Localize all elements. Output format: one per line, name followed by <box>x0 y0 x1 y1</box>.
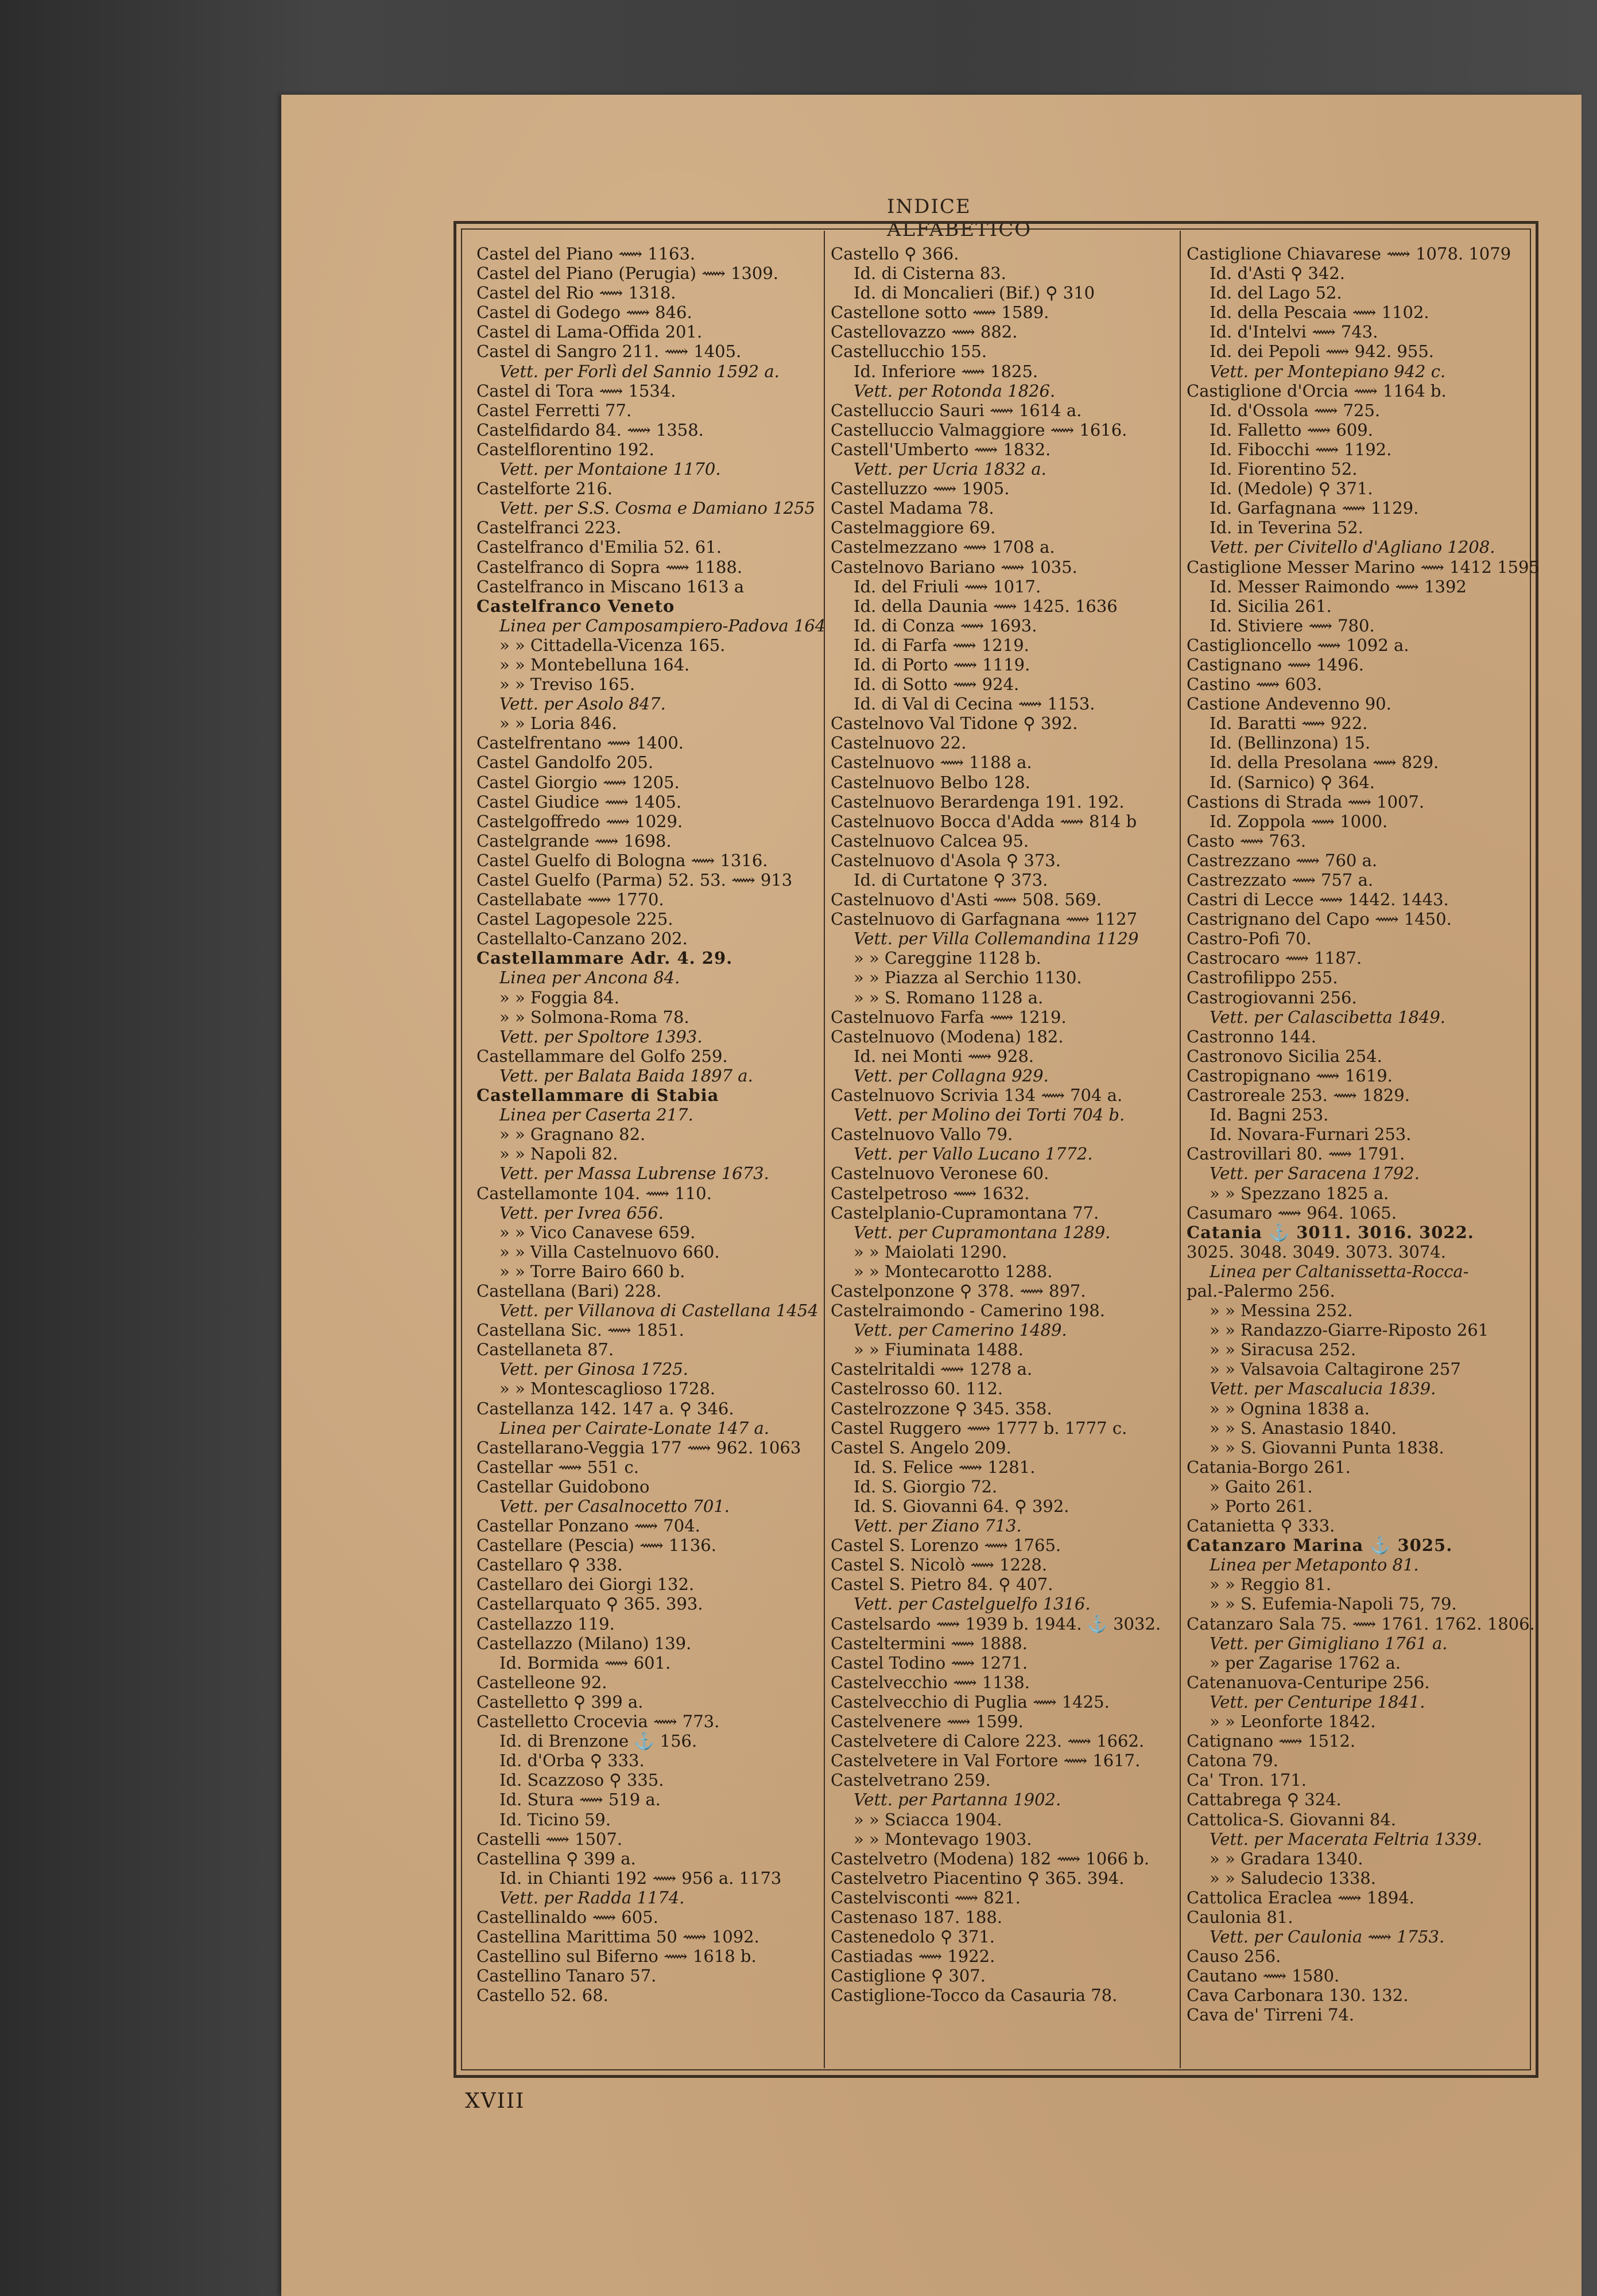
index-entry: Castel Todino ⟿ 1271. <box>831 1653 1028 1673</box>
index-entry: Id. Fiorentino 52. <box>1210 459 1358 479</box>
index-entry: Castello ⚲ 366. <box>831 244 959 263</box>
index-entry: Castenaso 187. 188. <box>831 1907 1003 1927</box>
index-entry: Id. di Farfa ⟿ 1219. <box>854 635 1029 655</box>
index-entry: Id. Inferiore ⟿ 1825. <box>854 361 1038 381</box>
index-entry: Cava de' Tirreni 74. <box>1187 2005 1355 2025</box>
index-entry: Castellarano-Veggia 177 ⟿ 962. 1063 <box>476 1437 801 1457</box>
index-entry: » » Villa Castelnuovo 660. <box>499 1242 720 1262</box>
index-entry: Castrofilippo 255. <box>1187 968 1338 988</box>
index-entry: Castellar ⟿ 551 c. <box>476 1457 639 1477</box>
index-entry: Id. di Porto ⟿ 1119. <box>854 654 1030 674</box>
index-entry: Castelvecchio di Puglia ⟿ 1425. <box>831 1692 1110 1712</box>
index-entry: Castellar Ponzano ⟿ 704. <box>476 1516 700 1536</box>
index-entry: Castelnuovo Berardenga 191. 192. <box>831 792 1125 812</box>
index-entry: Id. (Sarnico) ⚲ 364. <box>1210 772 1375 792</box>
index-entry: Castellaneta 87. <box>476 1340 614 1360</box>
index-entry: Castellarquato ⚲ 365. 393. <box>476 1594 703 1614</box>
index-entry: Id. d'Asti ⚲ 342. <box>1210 263 1345 284</box>
index-entry: Castronovo Sicilia 254. <box>1187 1046 1382 1066</box>
index-entry: » » S. Eufemia-Napoli 75, 79. <box>1210 1594 1457 1614</box>
index-entry: Castelnuovo Bocca d'Adda ⟿ 814 b <box>831 811 1137 831</box>
index-entry: Vett. per Casalnocetto 701. <box>499 1496 730 1516</box>
index-entry: Castellovazzo ⟿ 882. <box>831 322 1018 342</box>
index-entry: Castelponzone ⚲ 378. ⟿ 897. <box>831 1281 1086 1301</box>
index-entry: Id. Novara-Furnari 253. <box>1210 1124 1412 1145</box>
index-entry: Vett. per Saracena 1792. <box>1210 1163 1420 1184</box>
index-entry: Castiglione ⚲ 307. <box>831 1966 986 1986</box>
index-entry: Castrocaro ⟿ 1187. <box>1187 948 1362 968</box>
index-entry: Castellucchio 155. <box>831 342 987 362</box>
index-entry: Vett. per Balata Baida 1897 a. <box>499 1065 753 1085</box>
index-entry: Castrezzano ⟿ 760 a. <box>1187 850 1378 870</box>
index-entry: Castelgrande ⟿ 1698. <box>476 831 672 851</box>
index-entry: Vett. per Centuripe 1841. <box>1210 1692 1425 1712</box>
index-entry: Castenedolo ⚲ 371. <box>831 1927 995 1947</box>
index-entry: Castel di Sangro 211. ⟿ 1405. <box>476 342 742 362</box>
index-entry: Id. Falletto ⟿ 609. <box>1210 420 1373 440</box>
index-entry: Castellammare di Stabia <box>476 1085 719 1106</box>
index-entry: Vett. per S.S. Cosma e Damiano 1255 <box>499 498 815 518</box>
index-entry: Id. (Medole) ⚲ 371. <box>1210 479 1373 499</box>
index-entry: » » S. Romano 1128 a. <box>854 987 1044 1007</box>
index-entry: Castel di Lama-Offida 201. <box>476 322 703 342</box>
index-entry: Catania ⚓ 3011. 3016. 3022. <box>1187 1222 1474 1242</box>
index-entry: Castello 52. 68. <box>476 1985 608 2006</box>
index-entry: » » Montebelluna 164. <box>499 654 690 674</box>
index-entry: Castellalto-Canzano 202. <box>476 929 688 949</box>
index-entry: Vett. per Ginosa 1725. <box>499 1359 688 1379</box>
index-entry: Id. dei Pepoli ⟿ 942. 955. <box>1210 342 1434 362</box>
index-entry: Castelforte 216. <box>476 479 613 499</box>
index-entry: Castelplanio-Cupramontana 77. <box>831 1203 1099 1223</box>
index-entry: Castelvetrano 259. <box>831 1770 991 1790</box>
index-column-1 <box>476 244 826 2006</box>
index-entry: Id. nei Monti ⟿ 928. <box>854 1046 1034 1066</box>
index-entry: Castelleone 92. <box>476 1672 607 1692</box>
index-entry: Id. S. Giorgio 72. <box>854 1476 998 1496</box>
index-entry: » » Piazza al Serchio 1130. <box>854 968 1082 988</box>
index-entry: » » Maiolati 1290. <box>854 1242 1007 1262</box>
index-entry: Castropignano ⟿ 1619. <box>1187 1065 1393 1085</box>
index-entry: Id. della Daunia ⟿ 1425. 1636 <box>854 596 1118 616</box>
index-entry: Linea per Cairate-Lonate 147 a. <box>499 1418 770 1438</box>
index-entry: Castelvetro (Modena) 182 ⟿ 1066 b. <box>831 1848 1150 1868</box>
index-entry: Cattolica Eraclea ⟿ 1894. <box>1187 1887 1414 1907</box>
index-entry: Castellone sotto ⟿ 1589. <box>831 302 1049 323</box>
index-entry: Castelluzzo ⟿ 1905. <box>831 479 1010 499</box>
index-entry: Vett. per Calascibetta 1849. <box>1210 1007 1445 1027</box>
index-entry: Castelletto ⚲ 399 a. <box>476 1692 644 1712</box>
index-entry: Castions di Strada ⟿ 1007. <box>1187 792 1425 812</box>
index-entry: Castelgoffredo ⟿ 1029. <box>476 811 683 831</box>
index-entry: Cava Carbonara 130. 132. <box>1187 1985 1409 2006</box>
index-entry: Vett. per Ucria 1832 a. <box>854 459 1046 479</box>
index-entry: Id. Bagni 253. <box>1210 1105 1329 1125</box>
index-entry: Id. d'Intelvi ⟿ 743. <box>1210 322 1378 342</box>
index-entry: Linea per Camposampiero-Padova 164 <box>499 615 826 635</box>
index-entry: Castellanza 142. 147 a. ⚲ 346. <box>476 1398 734 1418</box>
index-entry: Linea per Metaponto 81. <box>1210 1555 1419 1575</box>
index-entry: Castione Andevenno 90. <box>1187 694 1391 714</box>
index-entry: Castel Guelfo (Parma) 52. 53. ⟿ 913 <box>476 870 793 890</box>
index-entry: Castellabate ⟿ 1770. <box>476 890 664 910</box>
index-entry: » » Foggia 84. <box>499 987 619 1007</box>
index-entry: Castelritaldi ⟿ 1278 a. <box>831 1359 1033 1379</box>
index-entry: Castelnuovo Calcea 95. <box>831 831 1029 851</box>
index-entry: Castelnuovo (Modena) 182. <box>831 1026 1064 1046</box>
index-entry: Castelfrentano ⟿ 1400. <box>476 733 684 753</box>
index-entry: » per Zagarise 1762 a. <box>1210 1653 1401 1673</box>
index-entry: Id. del Friuli ⟿ 1017. <box>854 576 1041 596</box>
index-entry: Vett. per Gimigliano 1761 a. <box>1210 1633 1448 1653</box>
index-entry: » » Siracusa 252. <box>1210 1340 1356 1360</box>
index-entry: Castellino Tanaro 57. <box>476 1966 657 1986</box>
index-entry: Castel di Godego ⟿ 846. <box>476 302 692 323</box>
index-entry: Castelnuovo 22. <box>831 733 967 753</box>
index-entry: Id. di Sotto ⟿ 924. <box>854 674 1020 695</box>
index-entry: » Porto 261. <box>1210 1496 1313 1516</box>
index-entry: Id. Garfagnana ⟿ 1129. <box>1210 498 1419 518</box>
index-entry: Id. Sicilia 261. <box>1210 596 1332 616</box>
index-entry: Cattabrega ⚲ 324. <box>1187 1790 1342 1810</box>
index-entry: Castelpetroso ⟿ 1632. <box>831 1183 1030 1203</box>
index-entry: » » Spezzano 1825 a. <box>1210 1183 1389 1203</box>
index-column-3 <box>1187 244 1540 2025</box>
index-entry: Castelnuovo Veronese 60. <box>831 1163 1049 1184</box>
index-entry: Id. Scazzoso ⚲ 335. <box>499 1770 664 1790</box>
index-entry: Cautano ⟿ 1580. <box>1187 1966 1340 1986</box>
index-entry: Vett. per Molino dei Torti 704 b. <box>854 1105 1125 1125</box>
index-entry: Vett. per Cupramontana 1289. <box>854 1222 1111 1242</box>
index-entry: Vett. per Vallo Lucano 1772. <box>854 1144 1093 1164</box>
index-entry: » » S. Anastasio 1840. <box>1210 1418 1397 1438</box>
index-entry: Id. Zoppola ⟿ 1000. <box>1210 811 1388 831</box>
index-entry: Castelnuovo Vallo 79. <box>831 1124 1013 1145</box>
index-entry: Causo 256. <box>1187 1946 1281 1967</box>
index-entry: Id. della Pescaia ⟿ 1102. <box>1210 302 1429 323</box>
index-entry: Castronno 144. <box>1187 1026 1316 1046</box>
index-entry: Castellina ⚲ 399 a. <box>476 1848 636 1868</box>
index-entry: » » Solmona-Roma 78. <box>499 1007 689 1027</box>
index-entry: Castelmaggiore 69. <box>831 518 996 538</box>
index-entry: Castel del Piano ⟿ 1163. <box>476 244 696 263</box>
index-entry: Vett. per Villa Collemandina 1129 <box>854 929 1139 949</box>
index-entry: Castel Gandolfo 205. <box>476 753 654 773</box>
index-entry: Catanzaro Sala 75. ⟿ 1761. 1762. 1806. <box>1187 1614 1535 1634</box>
index-entry: Id. di Curtatone ⚲ 373. <box>854 870 1048 890</box>
index-entry: Castel Giorgio ⟿ 1205. <box>476 772 680 792</box>
index-entry: Id. Ticino 59. <box>499 1809 611 1829</box>
index-entry: Castel S. Nicolò ⟿ 1228. <box>831 1555 1048 1575</box>
index-entry: » » Careggine 1128 b. <box>854 948 1041 968</box>
index-entry: Linea per Caserta 217. <box>499 1105 693 1125</box>
index-entry: » » Napoli 82. <box>499 1144 618 1164</box>
index-entry: Casteltermini ⟿ 1888. <box>831 1633 1028 1653</box>
index-entry: Vett. per Massa Lubrense 1673. <box>499 1163 769 1184</box>
index-entry: Id. Baratti ⟿ 922. <box>1210 713 1368 734</box>
index-entry: Castelnuovo ⟿ 1188 a. <box>831 753 1032 773</box>
index-entry: Id. Bormida ⟿ 601. <box>499 1653 671 1673</box>
index-entry: » » Treviso 165. <box>499 674 635 695</box>
index-entry: Castel Madama 78. <box>831 498 994 518</box>
index-entry: » » Saludecio 1338. <box>1210 1868 1376 1888</box>
index-entry: Castelnuovo d'Asti ⟿ 508. 569. <box>831 890 1102 910</box>
index-entry: Castelvetere in Val Fortore ⟿ 1617. <box>831 1751 1141 1771</box>
index-entry: Castiglione Chiavarese ⟿ 1078. 1079 <box>1187 244 1511 263</box>
index-entry: Castellamonte 104. ⟿ 110. <box>476 1183 712 1203</box>
index-entry: Vett. per Ivrea 656. <box>499 1203 664 1223</box>
index-entry: » » Gragnano 82. <box>499 1124 646 1145</box>
index-entry: Vett. per Montaione 1170. <box>499 459 721 479</box>
index-entry: Id. d'Orba ⚲ 333. <box>499 1751 645 1771</box>
index-entry: Vett. per Collagna 929. <box>854 1065 1049 1085</box>
index-entry: Id. di Brenzone ⚓ 156. <box>499 1731 697 1751</box>
index-entry: 3025. 3048. 3049. 3073. 3074. <box>1187 1242 1446 1262</box>
index-entry: Castel Ruggero ⟿ 1777 b. 1777 c. <box>831 1418 1127 1438</box>
index-entry: » » Reggio 81. <box>1210 1574 1332 1595</box>
index-entry: Catignano ⟿ 1512. <box>1187 1731 1356 1751</box>
index-entry: Castelmezzano ⟿ 1708 a. <box>831 537 1055 557</box>
index-entry: Id. in Chianti 192 ⟿ 956 a. 1173 <box>499 1868 782 1888</box>
index-entry: Castellammare del Golfo 259. <box>476 1046 728 1066</box>
index-entry: » » Montecarotto 1288. <box>854 1261 1053 1281</box>
index-entry: Castellammare Adr. 4. 29. <box>476 948 733 968</box>
index-entry: Vett. per Camerino 1489. <box>854 1320 1067 1340</box>
index-entry: Id. S. Giovanni 64. ⚲ 392. <box>854 1496 1069 1516</box>
index-entry: Linea per Caltanissetta-Rocca- <box>1210 1261 1469 1281</box>
index-entry: Castri di Lecce ⟿ 1442. 1443. <box>1187 890 1449 910</box>
index-entry: Castrezzato ⟿ 757 a. <box>1187 870 1374 890</box>
index-entry: Castel del Piano (Perugia) ⟿ 1309. <box>476 263 779 284</box>
index-entry: Vett. per Macerata Feltria 1339. <box>1210 1829 1482 1849</box>
index-entry: Catania-Borgo 261. <box>1187 1457 1351 1477</box>
index-entry: Castelnovo Bariano ⟿ 1035. <box>831 557 1077 577</box>
index-entry: Castelraimondo - Camerino 198. <box>831 1301 1105 1321</box>
index-entry: Castelvetere di Calore 223. ⟿ 1662. <box>831 1731 1145 1751</box>
index-entry: Castelnuovo di Garfagnana ⟿ 1127 <box>831 909 1138 929</box>
index-entry: » » Gradara 1340. <box>1210 1848 1363 1868</box>
index-entry: Castino ⟿ 603. <box>1187 674 1323 695</box>
index-entry: Id. d'Ossola ⟿ 725. <box>1210 400 1381 420</box>
index-entry: Castel S. Lorenzo ⟿ 1765. <box>831 1535 1061 1556</box>
index-entry: Vett. per Rotonda 1826. <box>854 381 1056 401</box>
index-entry: Castellaro ⚲ 338. <box>476 1555 623 1575</box>
index-entry: Vett. per Montepiano 942 c. <box>1210 361 1446 381</box>
index-entry: Castellina Marittima 50 ⟿ 1092. <box>476 1927 759 1947</box>
index-entry: » » Fiuminata 1488. <box>854 1340 1024 1360</box>
index-entry: Vett. per Spoltore 1393. <box>499 1026 703 1046</box>
index-entry: Castrignano del Capo ⟿ 1450. <box>1187 909 1452 929</box>
index-entry: Vett. per Ziano 713. <box>854 1516 1022 1536</box>
index-entry: Vett. per Asolo 847. <box>499 694 666 714</box>
index-entry: Catona 79. <box>1187 1751 1278 1771</box>
index-entry: Castelflorentino 192. <box>476 439 654 459</box>
index-entry: » » Torre Bairo 660 b. <box>499 1261 685 1281</box>
index-entry: Vett. per Villanova di Castellana 1454 <box>499 1301 819 1321</box>
index-entry: Castellinaldo ⟿ 605. <box>476 1907 658 1927</box>
index-entry: Castelluccio Sauri ⟿ 1614 a. <box>831 400 1082 420</box>
index-column-2 <box>831 244 1181 2005</box>
index-entry: Castellazzo 119. <box>476 1614 615 1634</box>
index-entry: Castelletto Crocevia ⟿ 773. <box>476 1712 720 1732</box>
index-entry: Castellaro dei Giorgi 132. <box>476 1574 695 1595</box>
index-entry: Casto ⟿ 763. <box>1187 831 1307 851</box>
running-head: INDICE ALFABETICO <box>887 195 1032 241</box>
index-entry: Vett. per Civitello d'Agliano 1208. <box>1210 537 1495 557</box>
index-entry: pal.-Palermo 256. <box>1187 1281 1335 1301</box>
index-entry: Castel di Tora ⟿ 1534. <box>476 381 676 401</box>
index-entry: » » Montescaglioso 1728. <box>499 1379 716 1399</box>
index-entry: Vett. per Castelguelfo 1316. <box>854 1594 1091 1614</box>
index-entry: Castellana (Bari) 228. <box>476 1281 662 1301</box>
index-entry: Id. di Conza ⟿ 1693. <box>854 615 1037 635</box>
index-entry: Id. Stura ⟿ 519 a. <box>499 1790 661 1810</box>
index-entry: » » Cittadella-Vicenza 165. <box>499 635 726 655</box>
index-entry: Castellazzo (Milano) 139. <box>476 1633 692 1653</box>
index-entry: Castelfranco di Sopra ⟿ 1188. <box>476 557 743 577</box>
index-entry: » » Randazzo-Giarre-Riposto 261 <box>1210 1320 1489 1340</box>
index-entry: Castelrozzone ⚲ 345. 358. <box>831 1398 1052 1418</box>
index-entry: Catanzaro Marina ⚓ 3025. <box>1187 1535 1453 1556</box>
index-entry: Castelvenere ⟿ 1599. <box>831 1712 1024 1732</box>
index-entry: » » Montevago 1903. <box>854 1829 1032 1849</box>
index-entry: » » S. Giovanni Punta 1838. <box>1210 1437 1444 1457</box>
index-entry: Castelnovo Val Tidone ⚲ 392. <box>831 713 1078 734</box>
index-entry: Catenanuova-Centuripe 256. <box>1187 1672 1430 1692</box>
index-entry: Castellare (Pescia) ⟿ 1136. <box>476 1535 716 1556</box>
index-entry: Castrogiovanni 256. <box>1187 987 1357 1007</box>
index-entry: Castel Ferretti 77. <box>476 400 632 420</box>
index-entry: Casumaro ⟿ 964. 1065. <box>1187 1203 1397 1223</box>
index-entry: Ca' Tron. 171. <box>1187 1770 1307 1790</box>
index-entry: Castelnuovo d'Asola ⚲ 373. <box>831 850 1061 870</box>
index-entry: Vett. per Partanna 1902. <box>854 1790 1061 1810</box>
index-entry: Castel del Rio ⟿ 1318. <box>476 283 676 303</box>
index-entry: Castelluccio Valmaggiore ⟿ 1616. <box>831 420 1127 440</box>
index-entry: » » Messina 252. <box>1210 1301 1353 1321</box>
index-entry: » » Loria 846. <box>499 713 617 734</box>
index-entry: » » Sciacca 1904. <box>854 1809 1002 1829</box>
index-entry: Castrovillari 80. ⟿ 1791. <box>1187 1144 1405 1164</box>
index-entry: Linea per Ancona 84. <box>499 968 680 988</box>
index-entry: Id. in Teverina 52. <box>1210 518 1363 538</box>
index-entry: Vett. per Radda 1174. <box>499 1887 685 1907</box>
index-entry: Castignano ⟿ 1496. <box>1187 654 1364 674</box>
index-entry: Vett. per Forlì del Sannio 1592 a. <box>499 361 780 381</box>
index-entry: Id. Messer Raimondo ⟿ 1392 <box>1210 576 1467 596</box>
index-entry: Id. del Lago 52. <box>1210 283 1342 303</box>
index-entry: » » Ognina 1838 a. <box>1210 1398 1370 1418</box>
index-entry: Castiadas ⟿ 1922. <box>831 1946 995 1967</box>
index-entry: Castelnuovo Scrivia 134 ⟿ 704 a. <box>831 1085 1123 1106</box>
index-entry: Castel Giudice ⟿ 1405. <box>476 792 682 812</box>
index-entry: Castelli ⟿ 1507. <box>476 1829 623 1849</box>
index-entry: Castiglione d'Orcia ⟿ 1164 b. <box>1187 381 1447 401</box>
index-entry: Castro-Pofi 70. <box>1187 929 1312 949</box>
index-entry: Id. di Val di Cecina ⟿ 1153. <box>854 694 1095 714</box>
index-entry: Id. Stiviere ⟿ 780. <box>1210 615 1375 635</box>
index-entry: Cattolica-S. Giovanni 84. <box>1187 1809 1396 1829</box>
index-entry: Id. della Presolana ⟿ 829. <box>1210 753 1439 773</box>
index-entry: Castelrosso 60. 112. <box>831 1379 1003 1399</box>
index-entry: Castiglioncello ⟿ 1092 a. <box>1187 635 1409 655</box>
index-entry: Id. (Bellinzona) 15. <box>1210 733 1371 753</box>
index-entry: Castelsardo ⟿ 1939 b. 1944. ⚓ 3032. <box>831 1614 1161 1634</box>
index-entry: Castiglione Messer Marino ⟿ 1412 1595 <box>1187 557 1540 577</box>
index-entry: Castelfranco Veneto <box>476 596 675 616</box>
index-entry: Castelfranco in Miscano 1613 a <box>476 576 745 596</box>
index-entry: Castelvetro Piacentino ⚲ 365. 394. <box>831 1868 1125 1888</box>
index-entry: Catanietta ⚲ 333. <box>1187 1516 1335 1536</box>
index-entry: Castelvisconti ⟿ 821. <box>831 1887 1021 1907</box>
column-rule-1 <box>824 231 825 2068</box>
index-entry: Castiglione-Tocco da Casauria 78. <box>831 1985 1118 2006</box>
index-entry: Castell'Umberto ⟿ 1832. <box>831 439 1051 459</box>
index-entry: Castelfranci 223. <box>476 518 622 538</box>
index-entry: Id. Fibocchi ⟿ 1192. <box>1210 439 1392 459</box>
index-entry: Castel Lagopesole 225. <box>476 909 673 929</box>
page-folio: XVIII <box>465 2089 525 2113</box>
index-entry: Castel S. Pietro 84. ⚲ 407. <box>831 1574 1053 1595</box>
index-entry: Castelfidardo 84. ⟿ 1358. <box>476 420 704 440</box>
index-entry: Castellana Sic. ⟿ 1851. <box>476 1320 684 1340</box>
index-entry: » » Leonforte 1842. <box>1210 1712 1376 1732</box>
index-entry: Id. di Cisterna 83. <box>854 263 1006 284</box>
index-entry: Id. S. Felice ⟿ 1281. <box>854 1457 1036 1477</box>
index-entry: Castelvecchio ⟿ 1138. <box>831 1672 1030 1692</box>
index-entry: Vett. per Caulonia ⟿ 1753. <box>1210 1927 1445 1947</box>
index-entry: » » Vico Canavese 659. <box>499 1222 696 1242</box>
index-entry: Vett. per Mascalucia 1839. <box>1210 1379 1436 1399</box>
index-entry: Castel S. Angelo 209. <box>831 1437 1011 1457</box>
index-entry: Id. di Moncalieri (Bif.) ⚲ 310 <box>854 283 1095 303</box>
index-entry: Castellar Guidobono <box>476 1476 650 1496</box>
index-entry: Castroreale 253. ⟿ 1829. <box>1187 1085 1410 1106</box>
index-entry: Castelnuovo Belbo 128. <box>831 772 1030 792</box>
index-entry: » » Valsavoia Caltagirone 257 <box>1210 1359 1461 1379</box>
index-entry: Castellino sul Biferno ⟿ 1618 b. <box>476 1946 757 1967</box>
index-entry: » Gaito 261. <box>1210 1476 1313 1496</box>
index-entry: Castelfranco d'Emilia 52. 61. <box>476 537 722 557</box>
index-entry: Castel Guelfo di Bologna ⟿ 1316. <box>476 850 768 870</box>
index-entry: Castelnuovo Farfa ⟿ 1219. <box>831 1007 1067 1027</box>
index-entry: Caulonia 81. <box>1187 1907 1293 1927</box>
